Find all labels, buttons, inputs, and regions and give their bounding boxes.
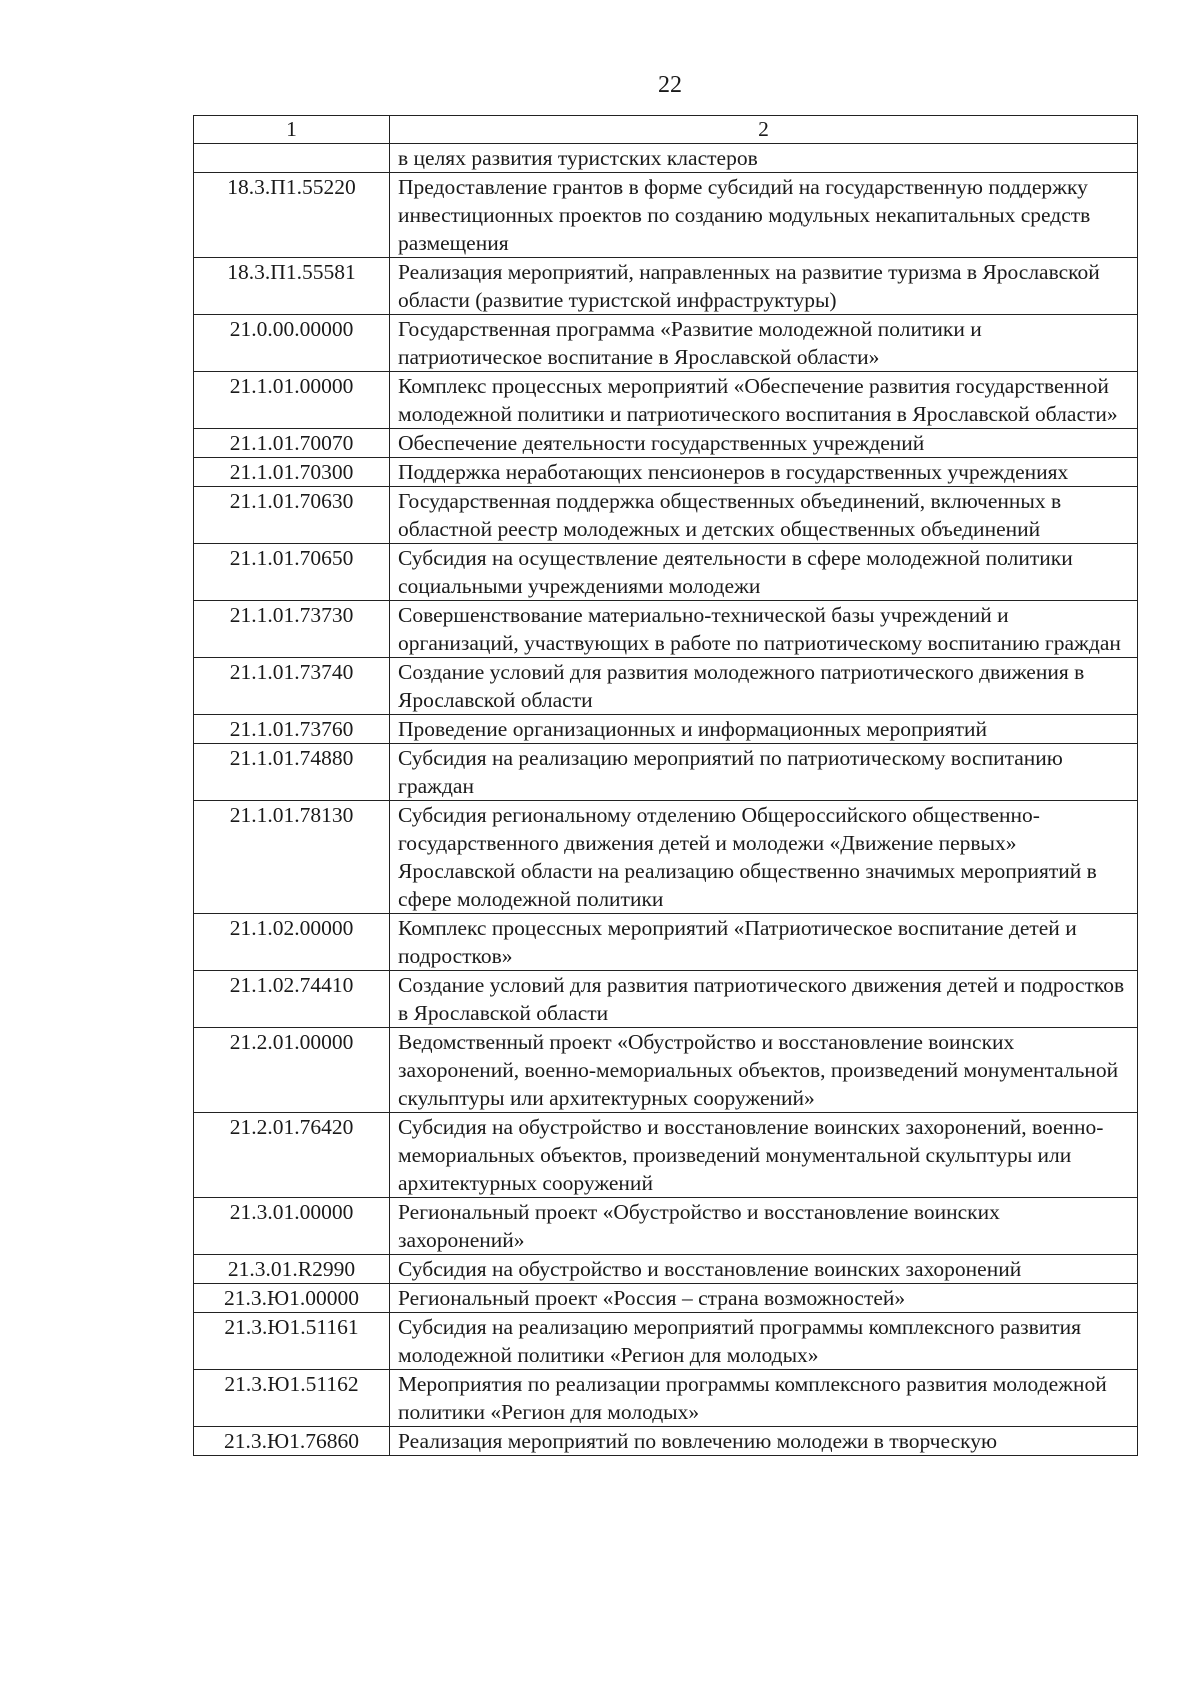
table-row [194, 144, 1138, 173]
row-name: Субсидия на реализацию мероприятий по патриотическому воспитанию граждан [390, 744, 1138, 801]
column-header-code: 1 [194, 116, 390, 144]
row-name: Субсидия региональному отделению Общероссийского общественно-государственного движения детей и молодежи «Движение первых» Ярославской области на реализацию общественно значимых мероприятий в сфере молодежной политики [390, 801, 1138, 914]
table-row [194, 1284, 1138, 1313]
row-name: Создание условий для развития патриотического движения детей и подростков в Ярославской области [390, 971, 1138, 1028]
row-code: 21.1.01.70300 [194, 458, 390, 487]
row-code: 21.1.01.00000 [194, 372, 390, 429]
table-row [194, 914, 1138, 971]
row-name: Реализация мероприятий по вовлечению молодежи в творческую [390, 1427, 1138, 1456]
table-row [194, 1427, 1138, 1456]
row-code: 21.2.01.00000 [194, 1028, 390, 1113]
table-row [194, 1255, 1138, 1284]
table-row [194, 971, 1138, 1028]
row-code: 21.1.01.70630 [194, 487, 390, 544]
row-name: Проведение организационных и информационных мероприятий [390, 715, 1138, 744]
table-body [194, 144, 1138, 1456]
row-name: в целях развития туристских кластеров [390, 144, 1138, 173]
row-code: 21.2.01.76420 [194, 1113, 390, 1198]
row-name: Мероприятия по реализации программы комплексного развития молодежной политики «Регион для молодых» [390, 1370, 1138, 1427]
table-row [194, 801, 1138, 914]
row-name: Субсидия на обустройство и восстановление воинских захоронений [390, 1255, 1138, 1284]
row-code: 21.1.01.78130 [194, 801, 390, 914]
table-row [194, 315, 1138, 372]
row-code: 21.3.Ю1.51162 [194, 1370, 390, 1427]
table-row [194, 1370, 1138, 1427]
row-code: 21.1.01.73730 [194, 601, 390, 658]
table-header-row [194, 116, 1138, 144]
budget-classification-table [193, 115, 1138, 1456]
row-code: 21.3.Ю1.00000 [194, 1284, 390, 1313]
row-code: 21.0.00.00000 [194, 315, 390, 372]
row-name: Совершенствование материально-технической базы учреждений и организаций, участвующих в работе по патриотическому воспитанию граждан [390, 601, 1138, 658]
row-code: 21.3.01.R2990 [194, 1255, 390, 1284]
row-name: Поддержка неработающих пенсионеров в государственных учреждениях [390, 458, 1138, 487]
row-name: Региональный проект «Обустройство и восстановление воинских захоронений» [390, 1198, 1138, 1255]
row-name: Субсидия на обустройство и восстановление воинских захоронений, военно-мемориальных объектов, произведений монументальной скульптуры или архитектурных сооружений [390, 1113, 1138, 1198]
row-name: Государственная программа «Развитие молодежной политики и патриотическое воспитание в Ярославской области» [390, 315, 1138, 372]
table-row [194, 1113, 1138, 1198]
page-number: 22 [658, 72, 682, 98]
row-code: 18.3.П1.55581 [194, 258, 390, 315]
row-code: 18.3.П1.55220 [194, 173, 390, 258]
table-row [194, 715, 1138, 744]
table-row [194, 487, 1138, 544]
row-name: Региональный проект «Россия – страна возможностей» [390, 1284, 1138, 1313]
table-row [194, 173, 1138, 258]
row-code [194, 144, 390, 173]
table-row [194, 458, 1138, 487]
row-code: 21.3.01.00000 [194, 1198, 390, 1255]
table-row [194, 544, 1138, 601]
row-name: Создание условий для развития молодежного патриотического движения в Ярославской области [390, 658, 1138, 715]
row-code: 21.3.Ю1.76860 [194, 1427, 390, 1456]
table-row [194, 1198, 1138, 1255]
row-code: 21.1.01.74880 [194, 744, 390, 801]
table-row [194, 372, 1138, 429]
row-code: 21.1.01.70070 [194, 429, 390, 458]
row-name: Предоставление грантов в форме субсидий на государственную поддержку инвестиционных проектов по созданию модульных некапитальных средств размещения [390, 173, 1138, 258]
row-name: Субсидия на осуществление деятельности в сфере молодежной политики социальными учреждениями молодежи [390, 544, 1138, 601]
table-row [194, 1028, 1138, 1113]
row-code: 21.1.01.70650 [194, 544, 390, 601]
row-name: Обеспечение деятельности государственных учреждений [390, 429, 1138, 458]
row-name: Реализация мероприятий, направленных на развитие туризма в Ярославской области (развитие туристской инфраструктуры) [390, 258, 1138, 315]
row-code: 21.1.02.00000 [194, 914, 390, 971]
row-code: 21.1.02.74410 [194, 971, 390, 1028]
row-name: Комплекс процессных мероприятий «Обеспечение развития государственной молодежной политики и патриотического воспитания в Ярославской области» [390, 372, 1138, 429]
table-row [194, 601, 1138, 658]
table-row [194, 744, 1138, 801]
column-header-name: 2 [390, 116, 1138, 144]
row-code: 21.1.01.73760 [194, 715, 390, 744]
row-name: Государственная поддержка общественных объединений, включенных в областной реестр молодежных и детских общественных объединений [390, 487, 1138, 544]
table-row [194, 429, 1138, 458]
table-row [194, 258, 1138, 315]
row-code: 21.1.01.73740 [194, 658, 390, 715]
row-code: 21.3.Ю1.51161 [194, 1313, 390, 1370]
table-row [194, 1313, 1138, 1370]
row-name: Ведомственный проект «Обустройство и восстановление воинских захоронений, военно-мемориальных объектов, произведений монументальной скульптуры или архитектурных сооружений» [390, 1028, 1138, 1113]
row-name: Субсидия на реализацию мероприятий программы комплексного развития молодежной политики «Регион для молодых» [390, 1313, 1138, 1370]
row-name: Комплекс процессных мероприятий «Патриотическое воспитание детей и подростков» [390, 914, 1138, 971]
table-row [194, 658, 1138, 715]
